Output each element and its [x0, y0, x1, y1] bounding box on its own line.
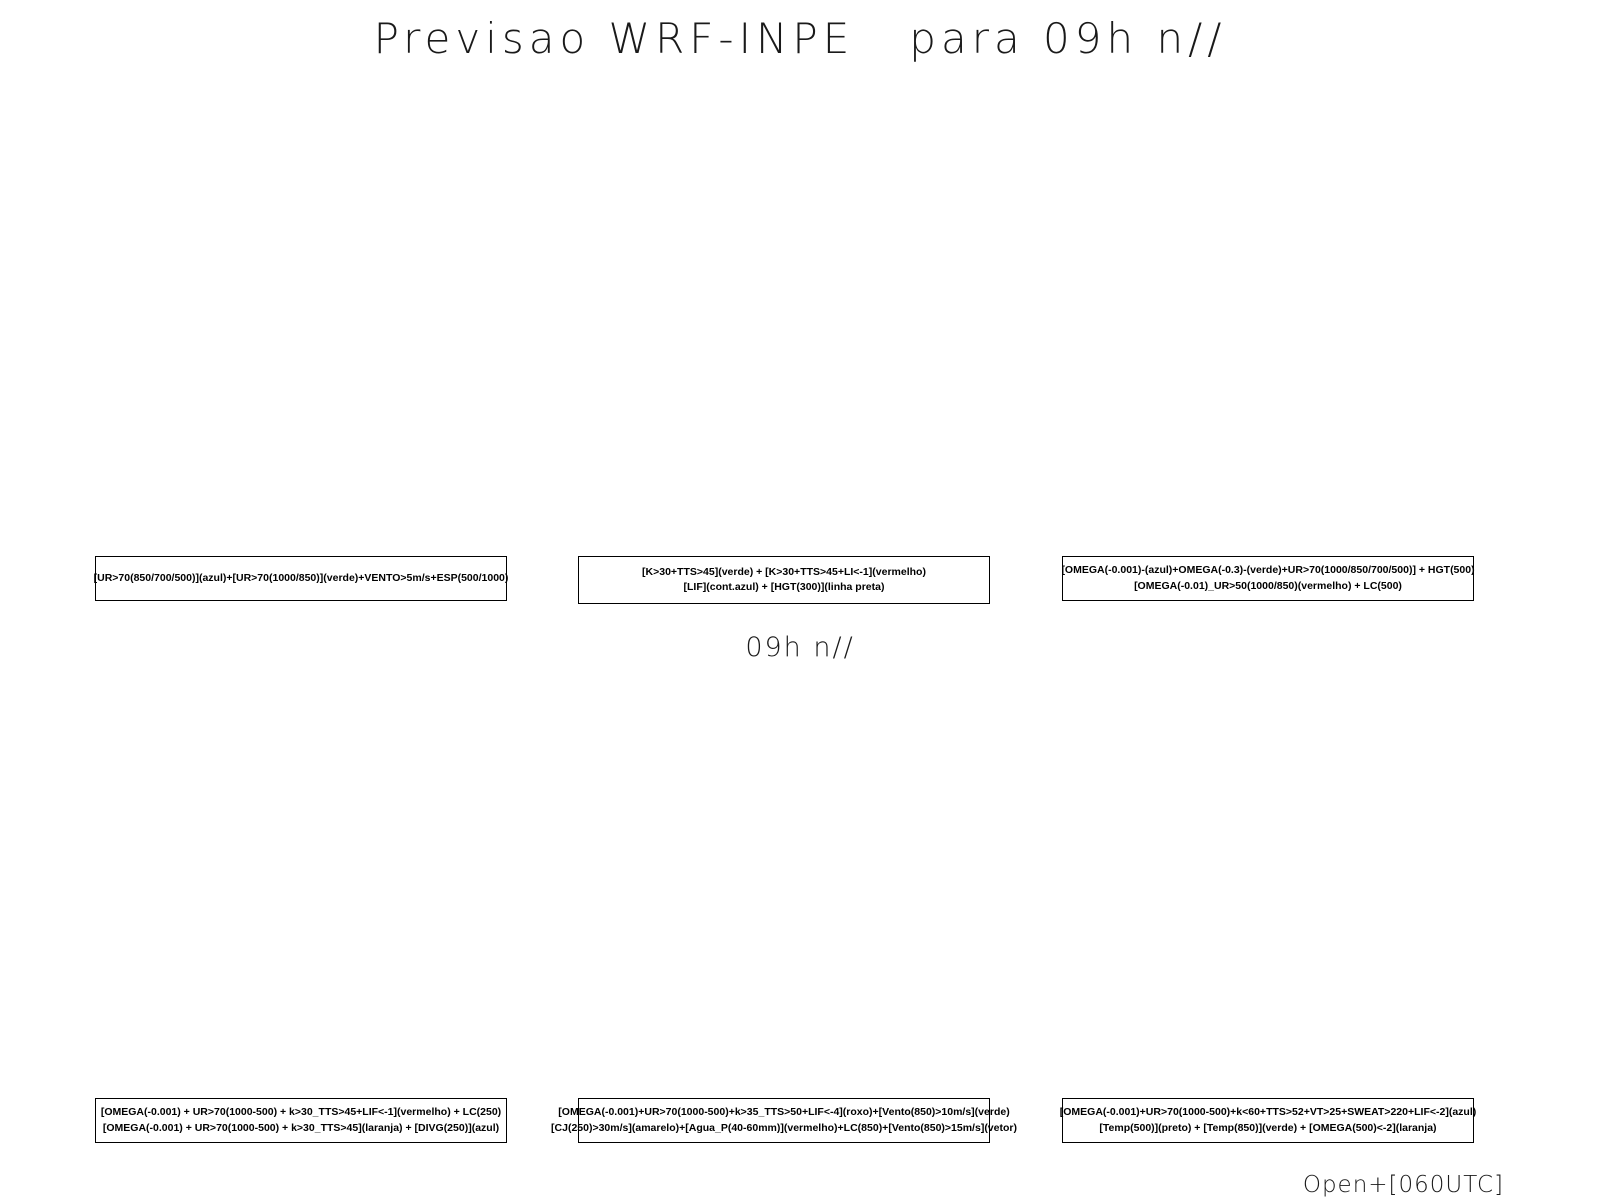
legend-box-bottom-left [95, 1098, 507, 1143]
map-panel-top-right [1062, 100, 1474, 552]
map-panel-bottom-left [95, 680, 507, 1094]
footer-run-label: Open+[060UTC] [1302, 1172, 1504, 1198]
legend-line: [UR>70(850/700/500)](azul)+[UR>70(1000/850)](verde)+VENTO>5m/s+ESP(500/1000) [93, 571, 509, 584]
legend-line: [CJ(250)>30m/s](amarelo)+[Agua_P(40-60mm)](vermelho)+LC(850)+[Vento(850)>15m/s](vetor) [551, 1121, 1017, 1134]
map-panel-bottom-right [1062, 680, 1474, 1094]
legend-box-top-center [578, 556, 990, 604]
mid-subtitle: 09h n// [745, 632, 855, 663]
legend-box-top-left [95, 556, 507, 601]
legend-line: [OMEGA(-0.01)_UR>50(1000/850)(vermelho) + LC(500) [1134, 579, 1402, 592]
page-title: Previsao WRF-INPE para 09h n// [373, 14, 1227, 63]
legend-box-top-right [1062, 556, 1474, 601]
legend-line: [OMEGA(-0.001)+UR>70(1000-500)+k>35_TTS>50+LIF<-4](roxo)+[Vento(850)>10m/s](verde) [558, 1106, 1010, 1119]
legend-line: [OMEGA(-0.001)+UR>70(1000-500)+k<60+TTS>52+VT>25+SWEAT>220+LIF<-2](azul) [1059, 1106, 1477, 1119]
legend-line: [OMEGA(-0.001)-(azul)+OMEGA(-0.3)-(verde)+UR>70(1000/850/700/500)] + HGT(500) [1061, 564, 1475, 577]
map-panel-top-left [95, 100, 507, 552]
legend-line: [OMEGA(-0.001) + UR>70(1000-500) + k>30_TTS>45+LIF<-1](vermelho) + LC(250) [100, 1106, 502, 1119]
legend-line: [OMEGA(-0.001) + UR>70(1000-500) + k>30_TTS>45](laranja) + [DIVG(250)](azul) [102, 1121, 500, 1134]
legend-line: [LIF](cont.azul) + [HGT(300)](linha preta) [683, 581, 885, 593]
legend-line: [Temp(500)](preto) + [Temp(850)](verde) + [OMEGA(500)<-2](laranja) [1099, 1121, 1437, 1134]
map-panel-top-center [578, 100, 990, 552]
map-panel-bottom-center [578, 680, 990, 1094]
legend-box-bottom-right [1059, 1098, 1477, 1143]
legend-box-bottom-center [551, 1098, 1017, 1143]
legend-line: [K>30+TTS>45](verde) + [K>30+TTS>45+LI<-1](vermelho) [642, 565, 926, 578]
